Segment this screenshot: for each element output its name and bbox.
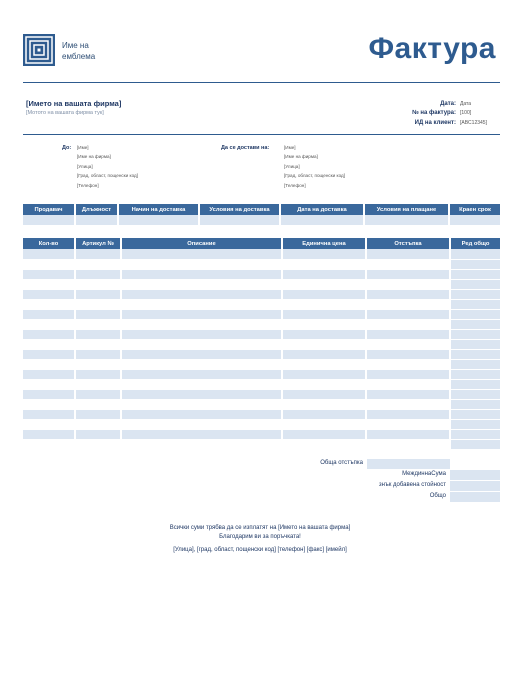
table-cell[interactable] [23, 309, 75, 319]
table-cell[interactable] [23, 289, 75, 299]
table-cell[interactable] [282, 389, 366, 399]
contact-line: [Улица], [град, област, пощенски код] [телефон] [факс] [имейл] [173, 547, 347, 553]
table-cell[interactable] [366, 419, 450, 429]
table-cell[interactable] [75, 339, 121, 349]
table-row [23, 359, 500, 369]
table-cell[interactable] [23, 409, 75, 419]
table-cell[interactable] [282, 409, 366, 419]
table-cell[interactable] [366, 329, 450, 339]
table-row [23, 319, 500, 329]
table-cell[interactable] [121, 369, 282, 379]
table-cell[interactable] [23, 269, 75, 279]
table-row [23, 289, 500, 299]
vat-value[interactable] [450, 481, 500, 491]
table-cell[interactable] [75, 349, 121, 359]
header-description: Описание [121, 238, 282, 249]
table-cell[interactable] [75, 309, 121, 319]
table-row [23, 269, 500, 279]
table-cell[interactable] [121, 439, 282, 449]
table-cell[interactable] [450, 319, 500, 329]
table-cell[interactable] [450, 369, 500, 379]
table-cell[interactable] [121, 399, 282, 409]
table-cell[interactable] [75, 429, 121, 439]
table-cell[interactable] [121, 349, 282, 359]
table-cell[interactable] [121, 319, 282, 329]
table-cell[interactable] [23, 329, 75, 339]
table-cell[interactable] [366, 279, 450, 289]
meta-value[interactable]: [100] [460, 110, 472, 117]
table-cell[interactable] [282, 439, 366, 449]
table-cell[interactable] [23, 249, 75, 259]
table-row [23, 349, 500, 359]
logo-line-2: емблема [62, 52, 96, 61]
address-line[interactable]: [Име на фирма] [284, 154, 318, 160]
table-cell[interactable] [199, 215, 280, 225]
table-cell[interactable] [75, 279, 121, 289]
table-row [23, 309, 500, 319]
subtotal-label: МеждиннаСума [402, 471, 446, 477]
total-discount-label: Обща отстъпка [320, 460, 363, 466]
meta-value[interactable]: [ABC12345] [460, 119, 487, 126]
table-cell[interactable] [366, 289, 450, 299]
subtotal-value[interactable] [450, 470, 500, 480]
header-line-total: Ред общо [450, 238, 500, 249]
table-cell[interactable] [450, 279, 500, 289]
header-item-number: Артикул № [75, 238, 121, 249]
shipping-row [23, 215, 500, 225]
address-line[interactable]: [Име на фирма] [77, 154, 111, 160]
table-row [23, 339, 500, 349]
table-cell[interactable] [366, 439, 450, 449]
table-row [23, 409, 500, 419]
table-cell[interactable] [121, 379, 282, 389]
meta-value[interactable]: Дата [460, 100, 472, 107]
header-delivery-date: Дата на доставка [280, 204, 364, 215]
bill-to-label: До: [62, 145, 72, 151]
header-payment-terms: Условия на плащане [364, 204, 449, 215]
invoice-meta [350, 99, 500, 128]
table-cell[interactable] [121, 309, 282, 319]
table-cell[interactable] [282, 299, 366, 309]
table-cell[interactable] [449, 215, 500, 225]
table-cell[interactable] [121, 419, 282, 429]
table-cell[interactable] [23, 379, 75, 389]
header-unit-price: Единична цена [282, 238, 366, 249]
table-cell[interactable] [121, 289, 282, 299]
table-cell[interactable] [75, 329, 121, 339]
items-header-row [23, 238, 500, 249]
table-cell[interactable] [450, 299, 500, 309]
table-cell[interactable] [282, 259, 366, 269]
table-cell[interactable] [121, 339, 282, 349]
payment-note: Всички суми трябва да се изплатят на [Името на вашата фирма] [169, 525, 351, 531]
table-cell[interactable] [282, 429, 366, 439]
ship-to-label: Да се достави на: [221, 145, 270, 151]
address-line[interactable]: [Име] [284, 145, 296, 150]
table-cell[interactable] [23, 215, 75, 225]
address-line[interactable]: [Име] [77, 145, 89, 150]
table-cell[interactable] [282, 289, 366, 299]
table-cell[interactable] [121, 259, 282, 269]
table-cell[interactable] [23, 439, 75, 449]
address-line[interactable]: [Град, област, пощенски код] [77, 173, 138, 179]
table-row [23, 439, 500, 449]
table-cell[interactable] [23, 259, 75, 269]
table-cell[interactable] [23, 399, 75, 409]
table-cell[interactable] [75, 259, 121, 269]
table-cell[interactable] [282, 269, 366, 279]
table-cell[interactable] [75, 319, 121, 329]
table-cell[interactable] [75, 215, 118, 225]
table-cell[interactable] [366, 399, 450, 409]
table-cell[interactable] [23, 419, 75, 429]
table-cell[interactable] [282, 329, 366, 339]
header-due-date: Краен срок [449, 204, 500, 215]
table-cell[interactable] [450, 389, 500, 399]
table-row [23, 329, 500, 339]
table-cell[interactable] [121, 429, 282, 439]
table-cell[interactable] [366, 249, 450, 259]
meta-label: № на фактура: [412, 110, 456, 117]
table-cell[interactable] [282, 339, 366, 349]
table-cell[interactable] [366, 299, 450, 309]
table-cell[interactable] [366, 359, 450, 369]
table-cell[interactable] [366, 429, 450, 439]
table-cell[interactable] [450, 249, 500, 259]
company-slogan[interactable]: [Мотото на вашата фирма тук] [26, 110, 104, 116]
table-cell[interactable] [450, 399, 500, 409]
table-cell[interactable] [366, 389, 450, 399]
header-shipping-terms: Условия на доставка [199, 204, 280, 215]
table-cell[interactable] [121, 299, 282, 309]
total-label: Общо [429, 493, 446, 499]
table-row [23, 279, 500, 289]
total-discount-spacer [450, 459, 500, 469]
header-divider [23, 82, 500, 83]
table-cell[interactable] [23, 279, 75, 289]
table-cell[interactable] [23, 319, 75, 329]
table-cell[interactable] [450, 409, 500, 419]
table-cell[interactable] [282, 419, 366, 429]
table-cell[interactable] [23, 339, 75, 349]
table-cell[interactable] [450, 419, 500, 429]
invoice-title: Фактура [368, 32, 496, 65]
table-cell[interactable] [282, 309, 366, 319]
meta-label: Дата: [440, 100, 456, 107]
table-cell[interactable] [450, 329, 500, 339]
shipping-table [23, 204, 500, 226]
vat-label: знък добавена стойност [378, 482, 446, 488]
logo-line-1: Име на [62, 41, 89, 50]
table-cell[interactable] [23, 429, 75, 439]
table-cell[interactable] [366, 339, 450, 349]
table-cell[interactable] [121, 329, 282, 339]
table-cell[interactable] [366, 309, 450, 319]
logo-placeholder [62, 40, 95, 62]
table-cell[interactable] [280, 215, 364, 225]
table-cell[interactable] [450, 429, 500, 439]
table-cell[interactable] [366, 349, 450, 359]
table-cell[interactable] [366, 259, 450, 269]
table-cell[interactable] [118, 215, 199, 225]
table-cell[interactable] [450, 359, 500, 369]
address-line[interactable]: [Град, област, пощенски код] [284, 173, 345, 179]
table-cell[interactable] [75, 269, 121, 279]
table-row [23, 389, 500, 399]
total-value[interactable] [450, 492, 500, 502]
table-cell[interactable] [23, 299, 75, 309]
table-cell[interactable] [75, 249, 121, 259]
table-cell[interactable] [121, 359, 282, 369]
address-line[interactable]: [Телефон] [77, 182, 99, 188]
table-cell[interactable] [450, 439, 500, 449]
table-row [23, 259, 500, 269]
table-cell[interactable] [282, 399, 366, 409]
table-cell[interactable] [121, 279, 282, 289]
table-cell[interactable] [75, 409, 121, 419]
bill-to-address [77, 143, 138, 190]
table-cell[interactable] [450, 259, 500, 269]
table-cell[interactable] [75, 389, 121, 399]
table-cell[interactable] [75, 289, 121, 299]
table-row [23, 379, 500, 389]
table-row [23, 429, 500, 439]
table-cell[interactable] [450, 269, 500, 279]
table-cell[interactable] [450, 309, 500, 319]
header-position: Длъжност [75, 204, 118, 215]
table-cell[interactable] [282, 349, 366, 359]
table-cell[interactable] [23, 349, 75, 359]
table-cell[interactable] [75, 369, 121, 379]
table-cell[interactable] [450, 289, 500, 299]
ship-to-address [284, 143, 345, 190]
logo-icon [23, 34, 55, 66]
table-cell[interactable] [75, 439, 121, 449]
header-quantity: Кол-во [23, 238, 75, 249]
table-row [23, 419, 500, 429]
meta-label: ИД на клиент: [414, 119, 456, 126]
table-cell[interactable] [282, 369, 366, 379]
address-line[interactable]: [Улица] [77, 163, 93, 169]
thank-you-note: Благодарим ви за поръчката! [219, 534, 301, 540]
table-cell[interactable] [23, 369, 75, 379]
table-cell[interactable] [23, 359, 75, 369]
meta-row-invoice-number [350, 109, 500, 119]
table-cell[interactable] [121, 409, 282, 419]
total-discount-value[interactable] [367, 459, 450, 469]
table-cell[interactable] [282, 359, 366, 369]
address-line[interactable]: [Улица] [284, 163, 300, 169]
table-cell[interactable] [450, 339, 500, 349]
table-cell[interactable] [75, 299, 121, 309]
table-cell[interactable] [75, 399, 121, 409]
header-seller: Продавач [23, 204, 75, 215]
address-line[interactable]: [Телефон] [284, 182, 306, 188]
table-row [23, 369, 500, 379]
table-cell[interactable] [366, 319, 450, 329]
meta-divider [23, 134, 500, 135]
table-cell[interactable] [121, 389, 282, 399]
table-cell[interactable] [75, 419, 121, 429]
meta-row-customer-id [350, 118, 500, 128]
table-cell[interactable] [366, 379, 450, 389]
table-cell[interactable] [282, 249, 366, 259]
table-cell[interactable] [364, 215, 449, 225]
table-cell[interactable] [121, 269, 282, 279]
company-name[interactable]: [Името на вашата фирма] [26, 99, 122, 108]
table-row [23, 399, 500, 409]
shipping-header-row [23, 204, 500, 215]
table-cell[interactable] [75, 359, 121, 369]
table-cell[interactable] [282, 379, 366, 389]
header-shipping-method: Начин на доставка [118, 204, 199, 215]
table-cell[interactable] [23, 389, 75, 399]
table-cell[interactable] [282, 279, 366, 289]
table-cell[interactable] [121, 249, 282, 259]
table-row [23, 249, 500, 259]
table-cell[interactable] [366, 369, 450, 379]
table-cell[interactable] [282, 319, 366, 329]
table-cell[interactable] [366, 269, 450, 279]
table-cell[interactable] [450, 379, 500, 389]
header-discount: Отстъпка [366, 238, 450, 249]
table-cell[interactable] [75, 379, 121, 389]
table-cell[interactable] [366, 409, 450, 419]
meta-row-date [350, 99, 500, 109]
items-table [23, 238, 500, 450]
table-row [23, 299, 500, 309]
table-cell[interactable] [450, 349, 500, 359]
